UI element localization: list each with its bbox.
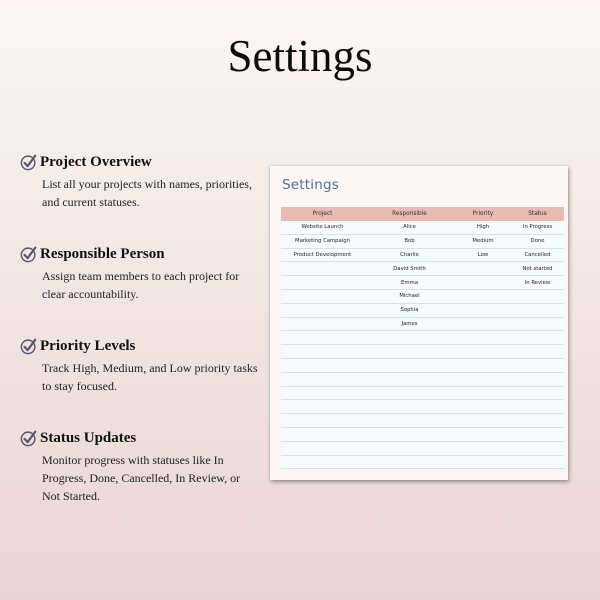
feature-title: Status Updates <box>40 429 137 446</box>
feature-title: Priority Levels <box>40 337 136 354</box>
feature-description: Monitor progress with statuses like In Progress, Done, Cancelled, In Review, or Not Started. <box>42 453 241 503</box>
table-cell: In Progress <box>522 224 553 231</box>
table-cell <box>281 387 364 400</box>
table-cell <box>455 400 511 413</box>
table-cell <box>511 318 564 331</box>
column-header: Status <box>528 211 547 217</box>
table-cell <box>455 262 511 275</box>
sheet-title: Settings <box>282 177 339 193</box>
table-cell: James <box>401 320 418 327</box>
table-cell <box>281 304 364 317</box>
table-header-row <box>281 207 564 221</box>
table-row <box>281 318 564 332</box>
check-circle-icon <box>20 429 38 447</box>
table-cell: High <box>476 224 490 231</box>
settings-sheet-preview <box>270 166 568 480</box>
table-cell <box>511 304 564 317</box>
table-cell <box>281 428 364 441</box>
check-circle-icon <box>20 153 38 171</box>
table-cell <box>455 345 511 358</box>
table-cell <box>281 345 364 358</box>
table-row <box>281 221 564 235</box>
table-cell: Michael <box>399 293 420 300</box>
feature-description: List all your projects with names, priorities, and current statuses. <box>42 177 252 209</box>
table-cell <box>281 262 364 275</box>
table-cell <box>511 373 564 386</box>
table-cell <box>511 387 564 400</box>
feature-description: Track High, Medium, and Low priority tasks to stay focused. <box>42 361 258 393</box>
table-cell <box>455 373 511 386</box>
feature-title: Responsible Person <box>40 245 165 262</box>
table-cell: Medium <box>472 238 494 245</box>
feature-heading <box>20 428 260 448</box>
column-header: Priority <box>472 211 494 217</box>
table-cell <box>455 331 511 344</box>
table-row <box>281 414 564 428</box>
table-cell: Sophia <box>400 307 419 314</box>
table-cell <box>455 442 511 455</box>
table-cell <box>364 387 455 400</box>
table-cell <box>511 345 564 358</box>
table-cell <box>455 414 511 427</box>
table-cell <box>511 359 564 372</box>
table-cell <box>511 331 564 344</box>
table-cell <box>455 428 511 441</box>
table-cell: Not started <box>522 265 553 272</box>
table-cell <box>455 456 511 469</box>
table-cell <box>281 331 364 344</box>
table-cell <box>364 359 455 372</box>
table-cell <box>364 456 455 469</box>
table-cell <box>511 290 564 303</box>
table-cell <box>281 290 364 303</box>
table-row <box>281 387 564 401</box>
column-header: Project <box>312 211 333 217</box>
table-cell <box>281 373 364 386</box>
feature-heading <box>20 152 260 172</box>
table-cell: Marketing Campaign <box>295 238 350 245</box>
table-row <box>281 373 564 387</box>
table-cell <box>281 276 364 289</box>
table-cell: Low <box>477 251 489 258</box>
feature-item <box>20 152 260 211</box>
table-cell <box>364 373 455 386</box>
table-cell <box>281 400 364 413</box>
table-cell <box>364 331 455 344</box>
table-cell: Website Launch <box>301 224 344 231</box>
table-cell: Emma <box>401 279 418 286</box>
table-row <box>281 249 564 263</box>
table-row <box>281 235 564 249</box>
table-row <box>281 456 564 470</box>
check-circle-icon <box>20 245 38 263</box>
feature-item <box>20 244 260 303</box>
table-cell <box>511 428 564 441</box>
table-cell <box>364 428 455 441</box>
table-row <box>281 442 564 456</box>
table-row <box>281 290 564 304</box>
feature-item <box>20 428 260 505</box>
table-cell <box>511 414 564 427</box>
table-cell <box>281 359 364 372</box>
table-cell <box>455 387 511 400</box>
table-cell <box>281 414 364 427</box>
table-row <box>281 428 564 442</box>
table-cell <box>455 276 511 289</box>
page-title: Settings <box>227 31 373 81</box>
table-cell: Cancelled <box>524 251 551 258</box>
table-cell <box>511 456 564 469</box>
table-cell <box>511 442 564 455</box>
feature-heading <box>20 244 260 264</box>
table-cell: Done <box>530 238 545 245</box>
feature-item <box>20 336 260 395</box>
table-cell <box>281 456 364 469</box>
table-cell <box>455 304 511 317</box>
table-cell: David Smith <box>393 265 426 272</box>
table-cell <box>455 359 511 372</box>
table-cell: In Review <box>524 279 551 286</box>
column-header: Responsible <box>392 211 427 217</box>
feature-title: Project Overview <box>40 153 152 170</box>
table-row <box>281 304 564 318</box>
table-cell <box>455 318 511 331</box>
table-cell <box>364 414 455 427</box>
table-cell <box>511 400 564 413</box>
table-cell: Product Development <box>293 251 352 258</box>
feature-heading <box>20 336 260 356</box>
table-row <box>281 262 564 276</box>
table-cell: Charlie <box>400 251 419 258</box>
table-row <box>281 359 564 373</box>
table-cell <box>364 400 455 413</box>
table-cell <box>281 442 364 455</box>
check-circle-icon <box>20 337 38 355</box>
table-row <box>281 345 564 359</box>
table-cell <box>364 345 455 358</box>
table-row <box>281 276 564 290</box>
table-cell <box>455 290 511 303</box>
settings-table <box>281 207 564 469</box>
table-cell: Alice <box>403 224 416 231</box>
table-cell: Bob <box>404 238 415 245</box>
table-row <box>281 400 564 414</box>
table-cell <box>364 442 455 455</box>
table-row <box>281 331 564 345</box>
table-cell <box>281 318 364 331</box>
feature-description: Assign team members to each project for clear accountability. <box>42 269 240 301</box>
